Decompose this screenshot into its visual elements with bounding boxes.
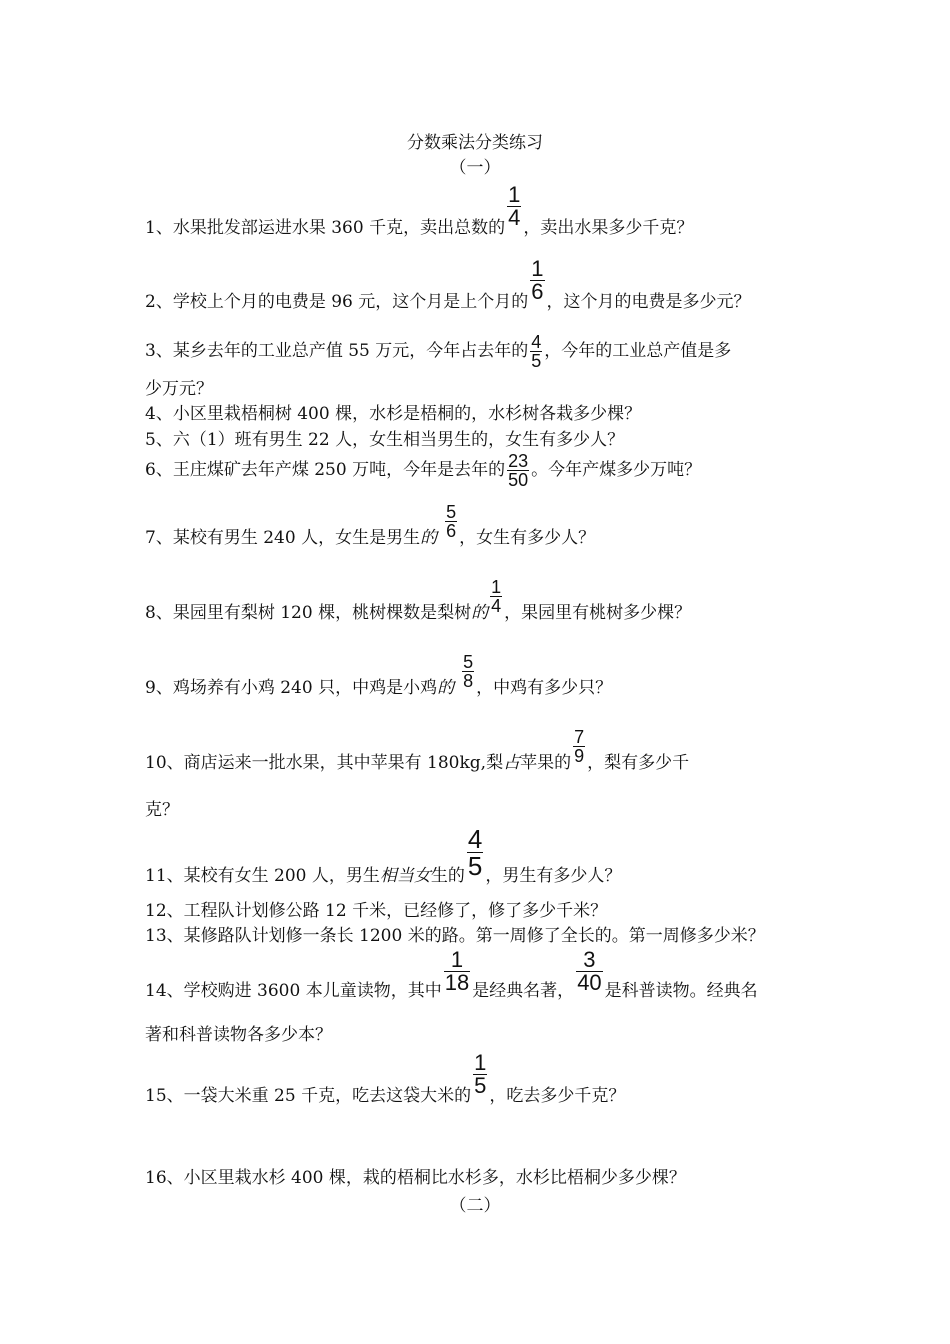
question-12: 12、工程队计划修公路 12 千米，已经修了，修了多少千米？ — [145, 901, 608, 921]
question-16: 16、小区里栽水杉 400 棵，栽的梧桐比水杉多，水杉比梧桐少多少棵？ — [145, 1168, 686, 1188]
fraction: $\frac{1}{18}$ — [444, 947, 470, 995]
fraction: $\frac{1}{5}$ — [474, 1050, 487, 1098]
fraction: $\frac{23}{50}$ — [508, 451, 529, 490]
question-15: 15、一袋大米重 25 千克，吃去这袋大米的 $\frac{1}{5}$ ，吃去多少千克？ — [145, 1050, 626, 1106]
fraction: $\frac{7}{9}$ — [574, 727, 585, 766]
fraction: $\frac{1}{6}$ — [531, 256, 544, 304]
question-3: 3、某乡去年的工业总产值 55 万元，今年占去年的 $\frac{4}{5}$ ，今年的工业总产值是多 — [145, 332, 732, 371]
section-heading-2: （二） — [449, 1196, 501, 1216]
question-4: 4、小区里栽梧桐树 400 棵，水杉是梧桐的，水杉树各栽多少棵？ — [145, 404, 642, 424]
fraction: $\frac{4}{5}$ — [467, 824, 483, 881]
question-3-continued: 少万元？ — [145, 379, 213, 399]
fraction: $\frac{5}{8}$ — [463, 652, 474, 691]
question-1: 1、水果批发部运进水果 360 千克，卖出总数的 $\frac{1}{4}$ ，卖出水果多少千克？ — [145, 182, 694, 238]
question-7: 7、某校有男生 240 人，女生是男生的 $\frac{5}{6}$ ，女生有多少人？ — [145, 502, 596, 548]
fraction: $\frac{4}{5}$ — [531, 332, 542, 371]
question-9: 9、鸡场养有小鸡 240 只，中鸡是小鸡的 $\frac{5}{8}$ ，中鸡有多少只？ — [145, 652, 613, 698]
fraction: $\frac{1}{4}$ — [508, 182, 521, 230]
question-14-continued: 著和科普读物各多少本？ — [145, 1025, 332, 1045]
question-10: 10、商店运来一批水果，其中苹果有 180kg,梨占苹果的 $\frac{7}{9}$ ，梨有多少千 — [145, 727, 690, 773]
question-5: 5、六（1）班有男生 22 人，女生相当男生的，女生有多少人？ — [145, 430, 625, 450]
fraction: $\frac{5}{6}$ — [446, 502, 457, 541]
question-11: 11、某校有女生 200 人，男生相当女生的 $\frac{4}{5}$ ，男生有多少人？ — [145, 824, 622, 886]
section-heading-1: （一） — [449, 158, 501, 178]
question-14: 14、学校购进 3600 本儿童读物，其中 $\frac{1}{18}$ 是经典名著， $\frac{3}{40}$ 是科普读物。经典名 — [145, 947, 758, 1001]
question-8: 8、果园里有梨树 120 棵，桃树棵数是梨树的 $\frac{1}{4}$ ，果园里有桃树多少棵？ — [145, 577, 692, 623]
fraction: $\frac{1}{4}$ — [491, 577, 502, 616]
page-title: 分数乘法分类练习 — [407, 133, 543, 153]
question-13: 13、某修路队计划修一条长 1200 米的路。第一周修了全长的。第一周修多少米？ — [145, 926, 765, 946]
question-2: 2、学校上个月的电费是 96 元，这个月是上个月的 $\frac{1}{6}$ ，这个月的电费是多少元？ — [145, 256, 751, 312]
fraction: $\frac{3}{40}$ — [577, 947, 602, 995]
question-6: 6、王庄煤矿去年产煤 250 万吨，今年是去年的 $\frac{23}{50}$ 。今年产煤多少万吨？ — [145, 451, 702, 490]
question-10-continued: 克？ — [145, 800, 179, 820]
